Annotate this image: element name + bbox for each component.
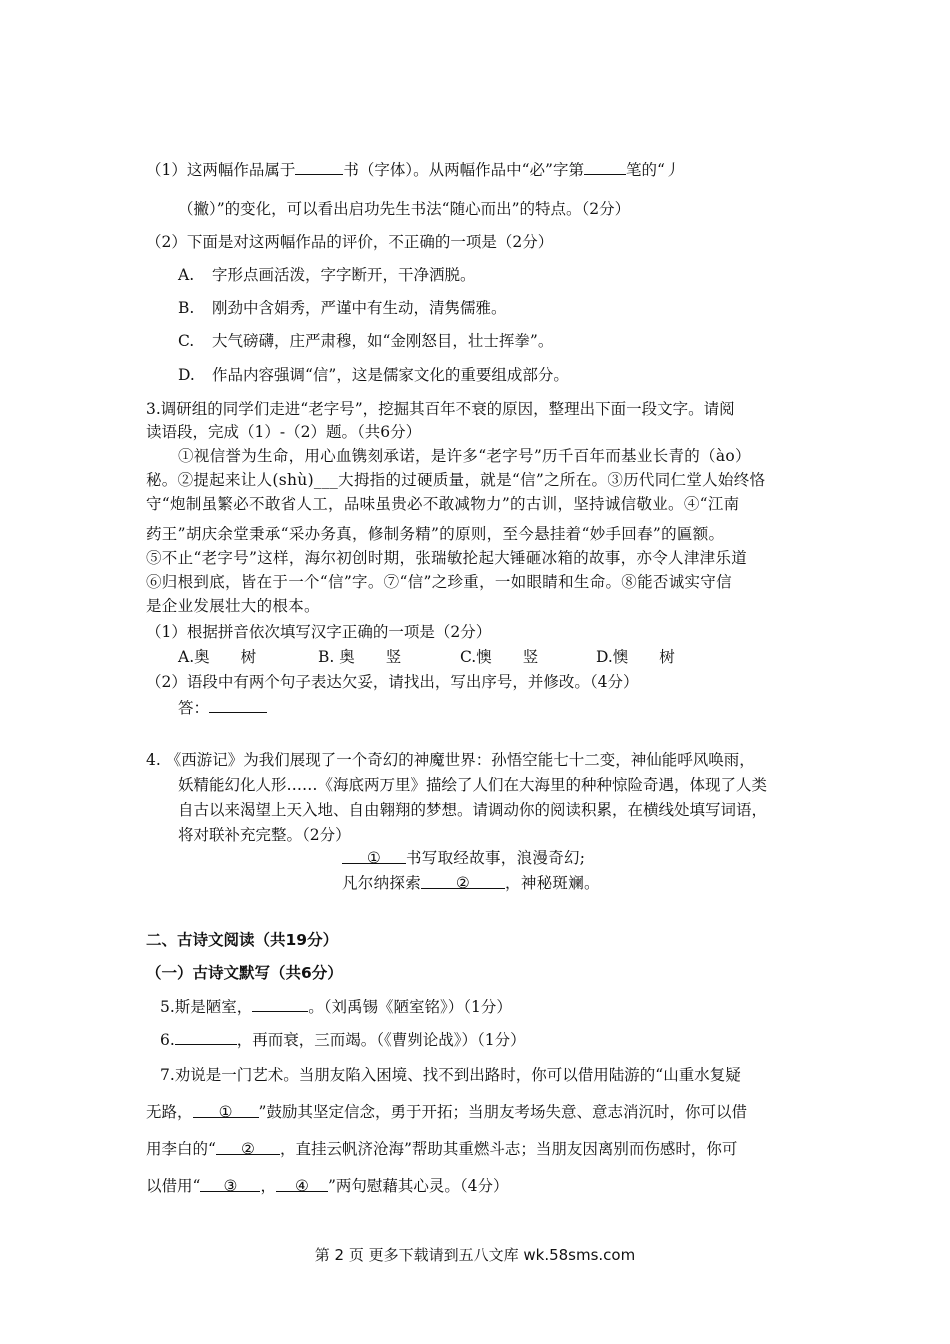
q2-option-b [178,297,507,319]
q7-text: 以借用“ [146,1177,201,1195]
option-letter: C. [178,332,195,350]
q7-text: ”鼓励其坚定信念，勇于开拓；当朋友考场失意、意志消沉时，你可以借 [258,1103,747,1121]
q2-blank-script[interactable] [295,158,343,175]
q5-line [160,995,512,1018]
q7-text: ， [260,1177,276,1195]
q3-passage-line: 秘。②提起来让人(shù)___大拇指的过硬质量，就是“信”之所在。③历代同仁堂人始终恪 [146,471,766,489]
answer-label: 答： [178,699,210,717]
q3-passage-line: 守“炮制虽繁必不敢省人工，品味虽贵必不敢减物力”的古训，坚持诚信敬业。④“江南 [146,495,740,513]
q7-line2 [146,1101,747,1123]
q5-text-a: 5.斯是陋室， [160,998,253,1016]
q5-blank[interactable] [252,995,308,1012]
couplet-blank-2[interactable]: ② [421,872,505,889]
q3-passage-line: 药王”胡庆余堂秉承“采办务真，修制务精”的原则，至今悬挂着“妙手回春”的匾额。 [146,525,725,543]
q5-text-b: 。（刘禹锡《陋室铭》）（1分） [308,998,512,1016]
q4-line: 妖精能幻化人形……《海底两万里》描绘了人们在大海里的种种惊险奇遇，体现了人类 [178,776,768,794]
q2-sub1-text-a: （1）这两幅作品属于 [146,161,296,179]
q4-line: 4. 《西游记》为我们展现了一个奇幻的神魔世界：孙悟空能七十二变，神仙能呼风唤雨， [146,751,755,769]
q7-line3 [146,1138,737,1160]
couplet2-pre: 凡尔纳探索 [342,874,422,892]
q7-blank-1[interactable]: ① [193,1101,259,1118]
couplet2-post: ，神秘斑斓。 [505,874,600,892]
q6-text-b: ，再而衰，三而竭。（《曹刿论战》）（1分） [236,1031,526,1049]
q7-text: ，直挂云帆济沧海”帮助其重燃斗志；当朋友因离别而伤感时，你可 [279,1140,738,1158]
q3-choice-a: A.奥 树 [178,648,257,666]
q2-blank-stroke[interactable] [584,158,626,175]
q4-couplet-2 [342,872,600,894]
section2-title: 二、古诗文阅读（共19分） [146,931,339,949]
q2-option-a [178,264,476,286]
q2-option-c [178,330,553,352]
q3-stem-line1: 3.调研组的同学们走进“老字号”，挖掘其百年不衰的原因，整理出下面一段文字。请阅 [146,400,735,418]
q7-blank-4[interactable]: ④ [276,1175,328,1192]
q7-blank-3[interactable]: ③ [200,1175,260,1192]
q6-line [160,1028,526,1051]
option-text: 字形点画活泼，字字断开，干净洒脱。 [212,266,476,284]
option-text: 刚劲中含娟秀，严谨中有生动，清隽儒雅。 [212,299,507,317]
q3-passage-line: ①视信誉为生命，用心血镌刻承诺，是许多“老字号”历千百年而基业长青的（ào） [178,447,751,465]
option-text: 大气磅礴，庄严肃穆，如“金刚怒目，壮士挥拳”。 [212,332,554,350]
q3-passage-line: ⑥归根到底，皆在于一个“信”字。⑦“信”之珍重，一如眼睛和生命。⑧能否诚实守信 [146,573,732,591]
q4-line: 自古以来渴望上天入地、自由翱翔的梦想。请调动你的阅读积累，在横线处填写词语， [178,801,768,819]
option-letter: B. [178,299,195,317]
q2-sub1-text-b: 书（字体）。从两幅作品中“必”字第 [343,161,584,179]
answer-blank[interactable] [209,696,267,713]
q3-passage-line: 是企业发展壮大的根本。 [146,597,320,615]
q3-choice-d: D.懊 树 [596,648,675,666]
q3-passage-line: ⑤不止“老字号”这样，海尔初创时期，张瑞敏抡起大锤砸冰箱的故事，亦令人津津乐道 [146,549,748,567]
q7-line4 [146,1175,509,1197]
q3-choice-b: B. 奥 竖 [318,648,402,666]
q2-sub1-text-c: 笔的“丿 [625,161,681,179]
couplet-blank-1[interactable]: ① [342,847,406,864]
q6-blank[interactable] [175,1028,237,1045]
q7-text: 无路， [146,1103,193,1121]
q7-text: 用李白的“ [146,1140,216,1158]
q7-line1: 7.劝说是一门艺术。当朋友陷入困境、找不到出路时，你可以借用陆游的“山重水复疑 [160,1066,741,1084]
option-letter: A. [178,266,195,284]
q7-text: ”两句慰藉其心灵。（4分） [327,1177,509,1195]
q2-sub1-continuation: （撇）”的变化，可以看出启功先生书法“随心而出”的特点。（2分） [178,200,631,218]
q2-sub1-line [146,158,680,181]
q7-blank-2[interactable]: ② [216,1138,280,1155]
q3-sub2: （2）语段中有两个句子表达欠妥，请找出，写出序号，并修改。（4分） [146,673,639,691]
q4-couplet-1 [342,847,585,869]
section2-subtitle: （一）古诗文默写（共6分） [146,964,343,982]
option-letter: D. [178,366,195,384]
q3-answer-line [178,696,267,719]
q2-sub2: （2）下面是对这两幅作品的评价，不正确的一项是（2分） [146,233,554,251]
page-footer: 第 2 页 更多下载请到五八文库 wk.58sms.com [314,1246,636,1264]
q2-option-d [178,364,569,386]
q6-text-a: 6. [160,1031,175,1049]
option-text: 作品内容强调“信”，这是儒家文化的重要组成部分。 [212,366,569,384]
q3-stem-line2: 读语段，完成（1）-（2）题。（共6分） [146,423,422,441]
couplet1-text: 书写取经故事，浪漫奇幻; [406,849,586,867]
q3-sub1: （1）根据拼音依次填写汉字正确的一项是（2分） [146,623,492,641]
q3-choice-c: C.懊 竖 [460,648,539,666]
q4-line: 将对联补充完整。（2分） [178,826,351,844]
